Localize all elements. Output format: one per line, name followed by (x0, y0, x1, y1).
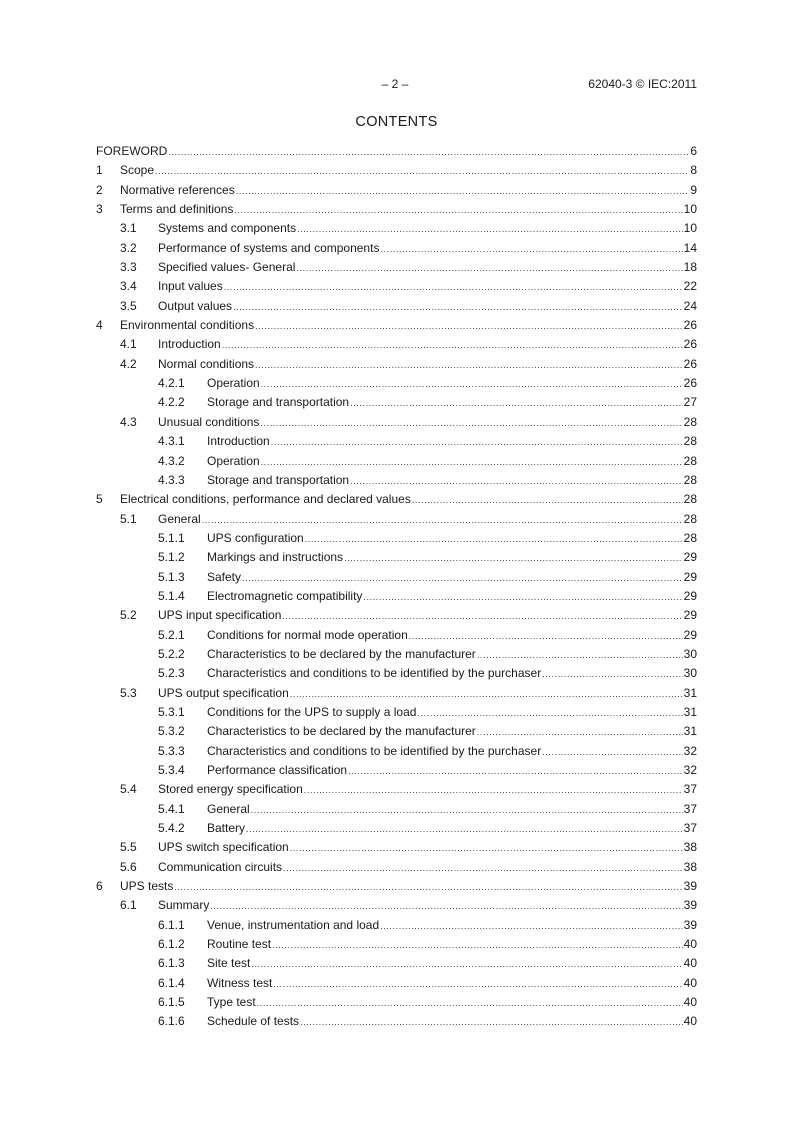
toc-entry[interactable] (96, 316, 697, 335)
toc-entry[interactable] (96, 935, 697, 954)
toc-entry-title: Stored energy specification (158, 782, 303, 797)
dot-leader (348, 762, 683, 781)
toc-entry-number: 5.1 (120, 511, 137, 526)
toc-entry-title: Safety (207, 569, 242, 584)
dot-leader (246, 820, 683, 839)
toc-entry[interactable] (96, 954, 697, 973)
dot-leader (290, 839, 683, 858)
dot-leader (363, 588, 682, 607)
toc-entry[interactable] (96, 142, 697, 161)
dot-leader (282, 607, 682, 626)
toc-entry[interactable] (96, 374, 697, 393)
dot-leader (380, 240, 682, 259)
toc-entry-page: 14 (683, 240, 697, 255)
toc-entry[interactable] (96, 587, 697, 606)
toc-entry[interactable] (96, 916, 697, 935)
toc-entry-page: 28 (683, 453, 697, 468)
toc-entry-title: Output values (158, 298, 233, 313)
toc-entry-page: 31 (683, 704, 697, 719)
toc-entry-title: Normal conditions (158, 356, 255, 371)
dot-leader (255, 317, 683, 336)
toc-entry-number: 5.3.3 (158, 743, 185, 758)
toc-entry-title: Summary (158, 898, 210, 913)
toc-entry[interactable] (96, 626, 697, 645)
standard-reference: 62040-3 © IEC:2011 (588, 77, 697, 91)
toc-entry-title: Electromagnetic compatibility (207, 588, 363, 603)
toc-entry-number: 5.2.3 (158, 666, 185, 681)
toc-entry-page: 39 (683, 879, 697, 894)
toc-entry-number: 2 (96, 182, 103, 197)
toc-entry-page: 8 (690, 163, 697, 178)
toc-entry-number: 5.4.2 (158, 821, 185, 836)
dot-leader (350, 394, 683, 413)
toc-entry-number: 1 (96, 163, 103, 178)
toc-entry-number: 3.4 (120, 279, 137, 294)
toc-entry-number: 5.1.1 (158, 530, 185, 545)
toc-entry-number: 3.3 (120, 260, 137, 275)
toc-entry-page: 28 (683, 492, 697, 507)
toc-entry[interactable] (96, 722, 697, 741)
toc-entry-title: Environmental conditions (120, 318, 255, 333)
toc-entry-number: 4.2.1 (158, 376, 185, 391)
toc-entry[interactable] (96, 703, 697, 722)
dot-leader (305, 530, 683, 549)
toc-entry-page: 32 (683, 763, 697, 777)
toc-entry-page: 40 (683, 937, 697, 952)
toc-entry[interactable] (96, 297, 697, 316)
toc-entry-page: 29 (683, 588, 697, 603)
dot-leader (380, 917, 683, 936)
toc-entry-title: General (207, 801, 250, 816)
dot-leader (174, 878, 682, 897)
toc-entry-number: 3 (96, 202, 103, 217)
toc-entry-number: 4 (96, 318, 103, 333)
dot-leader (304, 781, 683, 800)
dot-leader (300, 1013, 683, 1032)
toc-entry-title: Systems and components (158, 221, 297, 236)
toc-entry[interactable] (96, 548, 697, 567)
toc-entry-title: Witness test (207, 975, 273, 990)
toc-entry-number: 3.1 (120, 221, 137, 236)
toc-entry-title: Storage and transportation (207, 395, 350, 410)
toc-entry-page: 39 (683, 917, 697, 932)
toc-entry-title: Characteristics to be declared by the manufacturer (207, 646, 476, 661)
toc-entry[interactable] (96, 684, 697, 703)
toc-entry-title: Unusual conditions (158, 414, 260, 429)
dot-leader (542, 743, 682, 762)
dot-leader (273, 975, 682, 994)
toc-entry-title: Characteristics and conditions to be identified by the purchaser (207, 666, 542, 681)
toc-entry[interactable] (96, 200, 697, 219)
toc-entry-number: 4.3.2 (158, 453, 185, 468)
toc-entry-page: 39 (683, 898, 697, 913)
toc-entry[interactable] (96, 258, 697, 277)
toc-entry-number: 4.3 (120, 414, 137, 429)
toc-entry-page: 22 (683, 279, 697, 294)
toc-entry[interactable] (96, 490, 697, 509)
toc-entry-number: 4.2.2 (158, 395, 185, 410)
toc-entry-title: Characteristics and conditions to be identified by the purchaser (207, 743, 542, 758)
toc-entry-title: UPS switch specification (158, 840, 289, 855)
toc-entry-number: 4.3.3 (158, 472, 185, 487)
toc-entry[interactable] (96, 219, 697, 238)
toc-entry[interactable] (96, 858, 697, 877)
dot-leader (409, 627, 683, 646)
toc-entry-page: 24 (683, 298, 697, 313)
toc-entry[interactable] (96, 896, 697, 915)
toc-entry[interactable] (96, 568, 697, 587)
toc-entry-number: 5.3.2 (158, 724, 185, 739)
toc-entry-title: UPS input specification (158, 608, 282, 623)
toc-entry-number: 5.3.4 (158, 763, 185, 777)
toc-entry-title: Conditions for normal mode operation (207, 627, 408, 642)
toc-entry-title: Storage and transportation (207, 472, 350, 487)
toc-entry-number: 6.1.4 (158, 975, 185, 990)
toc-entry-page: 40 (683, 1014, 697, 1029)
toc-entry-title: Type test (207, 995, 256, 1010)
toc-entry[interactable] (96, 355, 697, 374)
toc-entry-title: Battery (207, 821, 246, 836)
toc-entry-number: 4.3.1 (158, 434, 185, 449)
table-of-contents (96, 142, 697, 1032)
toc-entry-page: 38 (683, 859, 697, 874)
toc-entry-title: Introduction (207, 434, 270, 449)
toc-entry-number: 5.2.2 (158, 646, 185, 661)
dot-leader (350, 472, 683, 491)
toc-entry-number: 6.1.6 (158, 1014, 185, 1029)
dot-leader (290, 685, 683, 704)
toc-entry-title: Performance of systems and components (158, 240, 380, 255)
toc-entry-page: 18 (683, 260, 697, 275)
toc-entry-page: 40 (683, 956, 697, 971)
toc-entry[interactable] (96, 800, 697, 819)
toc-entry-number: 4.1 (120, 337, 137, 352)
toc-entry-page: 28 (683, 511, 697, 526)
toc-entry-title: Normative references (120, 182, 235, 197)
toc-entry[interactable] (96, 606, 697, 625)
toc-entry[interactable] (96, 510, 697, 529)
dot-leader (242, 569, 683, 588)
toc-entry-title: UPS configuration (207, 530, 304, 545)
toc-entry[interactable] (96, 161, 697, 180)
toc-entry-page: 10 (683, 202, 697, 217)
dot-leader (261, 453, 683, 472)
toc-entry-title: Terms and definitions (120, 202, 234, 217)
dot-leader (272, 936, 683, 955)
dot-leader (260, 414, 682, 433)
dot-leader (251, 801, 683, 820)
toc-entry[interactable] (96, 452, 697, 471)
toc-entry[interactable] (96, 239, 697, 258)
toc-entry-number: 5.5 (120, 840, 137, 855)
toc-entry-number: 6.1.1 (158, 917, 185, 932)
dot-leader (236, 182, 690, 201)
toc-entry-title: Operation (207, 453, 260, 468)
dot-leader (283, 859, 683, 878)
dot-leader (477, 646, 683, 665)
toc-entry-page: 37 (683, 782, 697, 797)
toc-entry-number: 6 (96, 879, 103, 894)
toc-entry[interactable] (96, 529, 697, 548)
toc-entry[interactable] (96, 664, 697, 683)
toc-entry-number: 5.1.2 (158, 550, 185, 565)
toc-entry-title: Routine test (207, 937, 272, 952)
toc-entry-title: Schedule of tests (207, 1014, 300, 1029)
toc-entry-page: 10 (683, 221, 697, 236)
toc-entry-page: 26 (683, 337, 697, 352)
dot-leader (257, 994, 683, 1013)
toc-entry-number: 3.2 (120, 240, 137, 255)
toc-entry-title: Markings and instructions (207, 550, 344, 565)
dot-leader (234, 201, 682, 220)
dot-leader (297, 220, 683, 239)
toc-entry-page: 29 (683, 627, 697, 642)
toc-entry-page: 30 (683, 646, 697, 661)
dot-leader (296, 259, 682, 278)
toc-entry[interactable] (96, 277, 697, 296)
toc-entry-title: Performance classification (207, 763, 348, 777)
toc-entry-title: FOREWORD (96, 144, 168, 158)
dot-leader (251, 955, 682, 974)
toc-entry[interactable] (96, 780, 697, 799)
toc-entry-page: 28 (683, 414, 697, 429)
toc-entry-number: 5.1.4 (158, 588, 185, 603)
toc-entry-page: 31 (683, 724, 697, 739)
toc-entry-page: 37 (683, 801, 697, 816)
toc-entry-title: Venue, instrumentation and load (207, 917, 380, 932)
toc-entry-title: UPS tests (120, 879, 174, 894)
toc-entry-page: 37 (683, 821, 697, 836)
toc-entry[interactable] (96, 742, 697, 761)
toc-entry-number: 4.2 (120, 356, 137, 371)
toc-entry-title: Specified values- General (158, 260, 296, 275)
toc-entry-title: UPS output specification (158, 685, 289, 700)
toc-entry-title: Communication circuits (158, 859, 283, 874)
toc-entry-title: Operation (207, 376, 260, 391)
toc-entry[interactable] (96, 335, 697, 354)
toc-entry-number: 5.6 (120, 859, 137, 874)
toc-entry-number: 5.3 (120, 685, 137, 700)
toc-entry-page: 26 (683, 318, 697, 333)
contents-title: CONTENTS (355, 114, 438, 130)
toc-entry[interactable] (96, 413, 697, 432)
dot-leader (344, 549, 683, 568)
toc-entry[interactable] (96, 974, 697, 993)
toc-entry-page: 26 (683, 376, 697, 391)
toc-entry-page: 29 (683, 550, 697, 565)
toc-entry[interactable] (96, 1012, 697, 1031)
toc-entry-number: 5.2.1 (158, 627, 185, 642)
toc-entry-number: 6.1.5 (158, 995, 185, 1010)
toc-entry[interactable] (96, 877, 697, 896)
toc-entry-page: 28 (683, 434, 697, 449)
toc-entry-number: 6.1 (120, 898, 137, 913)
dot-leader (224, 278, 683, 297)
toc-entry[interactable] (96, 471, 697, 490)
toc-entry-number: 5 (96, 492, 103, 507)
dot-leader (155, 162, 689, 181)
dot-leader (222, 336, 683, 355)
toc-entry-number: 5.2 (120, 608, 137, 623)
toc-entry-number: 5.4.1 (158, 801, 185, 816)
toc-entry-page: 32 (683, 743, 697, 758)
toc-entry-title: Electrical conditions, performance and declared values (120, 492, 411, 507)
toc-entry-page: 40 (683, 995, 697, 1010)
dot-leader (210, 897, 682, 916)
toc-entry[interactable] (96, 393, 697, 412)
dot-leader (202, 511, 683, 530)
dot-leader (477, 723, 683, 742)
dot-leader (412, 491, 683, 510)
toc-entry-number: 6.1.2 (158, 937, 185, 952)
toc-entry-title: General (158, 511, 201, 526)
toc-entry[interactable] (96, 838, 697, 857)
toc-entry[interactable] (96, 761, 697, 780)
dot-leader (168, 143, 689, 162)
dot-leader (255, 356, 683, 375)
toc-entry-title: Site test (207, 956, 251, 971)
toc-entry-page: 29 (683, 569, 697, 584)
toc-entry[interactable] (96, 645, 697, 664)
toc-entry-title: Scope (120, 163, 155, 178)
toc-entry[interactable] (96, 819, 697, 838)
toc-entry-page: 6 (690, 144, 697, 158)
toc-entry-title: Introduction (158, 337, 221, 352)
toc-entry-page: 29 (683, 608, 697, 623)
toc-entry-number: 3.5 (120, 298, 137, 313)
toc-entry-number: 5.1.3 (158, 569, 185, 584)
toc-entry-title: Conditions for the UPS to supply a load (207, 704, 417, 719)
page-number: – 2 – (381, 77, 409, 91)
dot-leader (233, 298, 683, 317)
toc-entry-page: 27 (683, 395, 697, 410)
toc-entry[interactable] (96, 993, 697, 1012)
toc-entry-page: 30 (683, 666, 697, 681)
toc-entry-page: 28 (683, 472, 697, 487)
toc-entry-page: 40 (683, 975, 697, 990)
toc-entry-number: 6.1.3 (158, 956, 185, 971)
toc-entry-page: 38 (683, 840, 697, 855)
toc-entry-page: 9 (690, 182, 697, 197)
toc-entry-title: Input values (158, 279, 223, 294)
toc-entry-title: Characteristics to be declared by the manufacturer (207, 724, 476, 739)
dot-leader (542, 665, 682, 684)
dot-leader (417, 704, 682, 723)
toc-entry-number: 5.3.1 (158, 704, 185, 719)
toc-entry-number: 5.4 (120, 782, 137, 797)
dot-leader (261, 375, 683, 394)
toc-entry-page: 28 (683, 530, 697, 545)
toc-entry-page: 26 (683, 356, 697, 371)
toc-entry[interactable] (96, 432, 697, 451)
dot-leader (271, 433, 683, 452)
toc-entry-page: 31 (683, 685, 697, 700)
toc-entry[interactable] (96, 181, 697, 200)
